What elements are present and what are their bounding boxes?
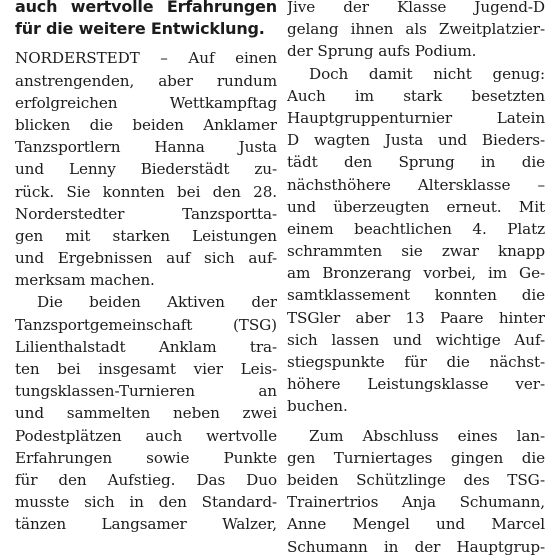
body-text-line: der Sprung aufs Podium. [287,42,477,61]
body-text-line: am Bronzerang vorbei, im Ge- [287,264,545,283]
body-text-line: gelang ihnen als Zweitplatzier- [287,20,545,39]
paragraph-gap [15,40,277,47]
body-text-line: schrammten sie zwar knapp [287,242,545,261]
article-column-right [287,0,545,558]
body-text-line: musste sich in den Standard- [15,493,277,512]
body-text-line: tänzen Langsamer Walzer, [15,515,277,534]
body-text-line: für den Aufstieg. Das Duo [15,470,277,489]
body-text-line: einem beachtlichen 4. Platz [287,219,545,238]
body-text-line: und Ergebnissen auf sich auf- [15,249,277,268]
body-text-line: merksam machen. [15,271,155,290]
body-text-line: gen mit starken Leistungen [15,226,277,245]
body-text-line: höhere Leistungsklasse ver- [287,375,545,394]
body-text-line: Anne Mengel und Marcel [287,515,545,534]
body-text-line: Trainertrios Anja Schumann, [287,493,545,512]
body-text-line: Zum Abschluss eines lan- [309,426,545,445]
body-text-line: Erfahrungen sowie Punkte [15,448,277,467]
body-text-line: nächsthöhere Altersklasse – [287,175,545,194]
body-text-line: rück. Sie konnten bei den 28. [15,182,277,201]
body-text-line: NORDERSTEDT – Auf einen [15,49,277,68]
body-text-line: und Lenny Biederstädt zu- [15,160,277,179]
body-text-line: Auch im stark besetzten [287,86,545,105]
body-text-line: und überzeugten erneut. Mit [287,197,545,216]
body-text-line: ten bei insgesamt vier Leis- [15,360,277,378]
body-text-line: Hauptgruppenturnier Latein [287,108,545,127]
body-text-line: sich lassen und wichtige Auf- [287,330,545,349]
body-text-line: Podestplätzen auch wertvolle [15,426,277,445]
body-text-line: Schumann in der Hauptgrup- [287,537,545,556]
article-column-left [15,0,277,536]
body-text-line: und sammelten neben zwei [15,404,277,423]
body-text-line: gen Turniertages gingen die [287,448,545,467]
body-text-line: TSGler aber 13 Paare hinter [287,308,545,327]
body-text-line: erfolgreichen Wettkampftag [15,93,277,112]
headline-line: für die weitere Entwicklung. [15,19,265,39]
body-text-line: stiegspunkte für die nächst- [287,353,545,371]
body-text-line: Die beiden Aktiven der [37,293,277,312]
headline-line: auch wertvolle Erfahrungen [15,0,277,16]
body-text-line: Jive der Klasse Jugend-D [287,0,545,16]
body-text-line: Norderstedter Tanzsportta- [15,204,277,223]
body-text-line: buchen. [287,397,348,416]
paragraph-gap [287,418,545,425]
body-text-line: Tanzsportgemeinschaft (TSG) [15,315,277,334]
body-text-line: D wagten Justa und Bieders- [287,131,545,150]
body-text-line: Doch damit nicht genug: [309,64,545,83]
body-text-line: tungsklassen-Turnieren an [15,382,277,401]
body-text-line: anstrengenden, aber rundum [15,71,277,90]
body-text-line: Lilienthalstadt Anklam tra- [15,337,277,356]
body-text-line: beiden Schützlinge des TSG- [287,470,545,489]
body-text-line: samtklassement konnten die [287,286,545,305]
body-text-line: tädt den Sprung in die [287,153,545,172]
body-text-line: blicken die beiden Anklamer [15,115,277,134]
body-text-line: Tanzsportlern Hanna Justa [15,138,277,157]
